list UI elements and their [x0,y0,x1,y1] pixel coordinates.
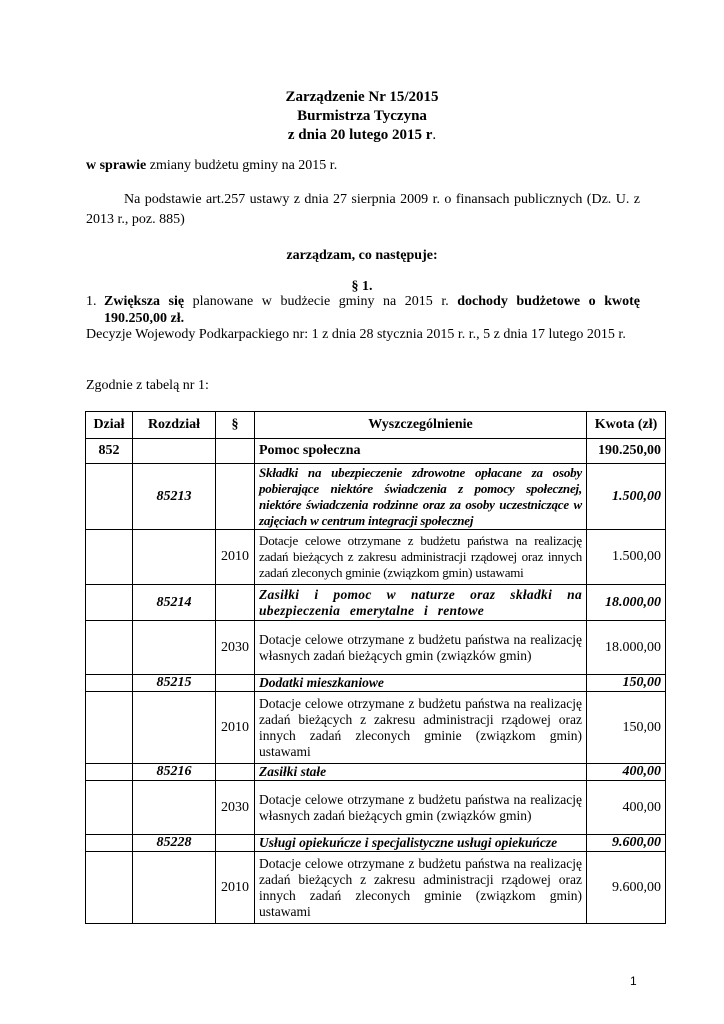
cell-paragraph: 2010 [216,692,255,764]
item-text: planowane w budżecie gminy na 2015 r. [184,294,458,309]
cell-description: Dotacje celowe otrzymane z budżetu państwa na realizację zadań bieżących z zakresu administracji rządowej oraz innych zadań zleconych gminie (związkom gmin) ustawami [255,852,587,924]
cell-paragraph: 2030 [216,781,255,835]
table-header-row [86,412,666,439]
cell-description: Dotacje celowe otrzymane z budżetu państwa na realizację własnych zadań bieżących gmin (związków gmin) [255,781,587,835]
cell-rozdzial: 85214 [133,585,216,621]
cell-description: Dotacje celowe otrzymane z budżetu państwa na realizację zadań bieżących z zakresu administracji rządowej oraz innych zadań zleconych gminie (związkom gmin) ustawami [255,692,587,764]
cell-amount: 18.000,00 [587,585,666,621]
cell-paragraph: 2030 [216,621,255,675]
cell-description: Zasiłki i pomoc w naturze oraz składki na ubezpieczenia emerytalne i rentowe [255,585,587,621]
cell-description: Składki na ubezpieczenie zdrowotne opłacane za osoby pobierające niektóre świadczenia z pomocy społecznej, niektóre świadczenia rodzinne oraz za osoby uczestniczące w zajęciach w centrum integracji społecznej [255,464,587,530]
cell-amount: 150,00 [587,692,666,764]
cell-description: Dotacje celowe otrzymane z budżetu państwa na realizację własnych zadań bieżących gmin (związków gmin) [255,621,587,675]
cell-rozdzial: 85216 [133,764,216,781]
list-item-number: 1. [86,294,97,309]
cell-amount: 9.600,00 [587,835,666,852]
subject-text: zmiany budżetu gminy na 2015 r. [146,158,338,173]
cell-amount: 1.500,00 [587,530,666,585]
cell-rozdzial [133,439,216,464]
cell-description: Zasiłki stałe [255,764,587,781]
header-rozdzial: Rozdział [133,412,216,439]
cell-paragraph: 2010 [216,852,255,924]
income-amount: dochody budżetowe o kwotę 190.250,00 zł. [104,294,640,326]
increase-label: Zwiększa się [104,294,185,309]
cell-amount: 190.250,00 [587,439,666,464]
cell-amount: 9.600,00 [587,852,666,924]
title-line-1: Zarządzenie Nr 15/2015 [285,89,439,105]
cell-dzial: 852 [86,439,133,464]
table-row [86,675,666,692]
budget-table [85,411,666,924]
table-row [86,464,666,530]
subject-line [86,158,337,174]
table-row [86,439,666,464]
title-period: . [432,127,437,143]
document-title [0,88,724,145]
table-row [86,692,666,764]
cell-amount: 18.000,00 [587,621,666,675]
cell-description: Pomoc społeczna [255,439,587,464]
table-row [86,621,666,675]
cell-paragraph: 2010 [216,530,255,585]
cell-description: Dotacje celowe otrzymane z budżetu państwa na realizację zadań bieżących z zakresu administracji rządowej oraz innych zadań zleconych gminie (związkom gmin) ustawami [255,530,587,585]
paragraph-mark: § 1. [351,279,373,294]
list-item-text [104,293,640,327]
table-row [86,781,666,835]
title-line-2: Burmistrza Tyczyna [297,108,427,124]
cell-rozdzial: 85228 [133,835,216,852]
cell-amount: 150,00 [587,675,666,692]
table-row [86,835,666,852]
header-paragraph: § [216,412,255,439]
table-row [86,530,666,585]
cell-paragraph [216,439,255,464]
table-row [86,852,666,924]
title-line-3 [0,126,724,145]
page-number: 1 [630,974,637,988]
cell-amount: 400,00 [587,781,666,835]
header-dzial: Dział [86,412,133,439]
decisions-text: Decyzje Wojewody Podkarpackiego nr: 1 z dnia 28 stycznia 2015 r. r., 5 z dnia 17 lutego 2015 r. [86,327,626,342]
cell-rozdzial: 85213 [133,464,216,530]
list-item [86,293,640,327]
table-row [86,764,666,781]
legal-basis: Na podstawie art.257 ustawy z dnia 27 sierpnia 2009 r. o finansach publicznych (Dz. U. z 2013 r., poz. 885) [86,192,640,227]
header-description: Wyszczególnienie [255,412,587,439]
decree-heading: zarządzam, co następuje: [286,248,438,263]
table-row [86,585,666,621]
subject-lead: w sprawie [86,158,147,173]
header-amount: Kwota (zł) [587,412,666,439]
cell-amount: 400,00 [587,764,666,781]
table-intro: Zgodnie z tabelą nr 1: [86,378,209,393]
cell-amount: 1.500,00 [587,464,666,530]
cell-description: Dodatki mieszkaniowe [255,675,587,692]
title-date: z dnia 20 lutego 2015 r [287,127,433,143]
cell-rozdzial: 85215 [133,675,216,692]
cell-description: Usługi opiekuńcze i specjalistyczne usługi opiekuńcze [255,835,587,852]
